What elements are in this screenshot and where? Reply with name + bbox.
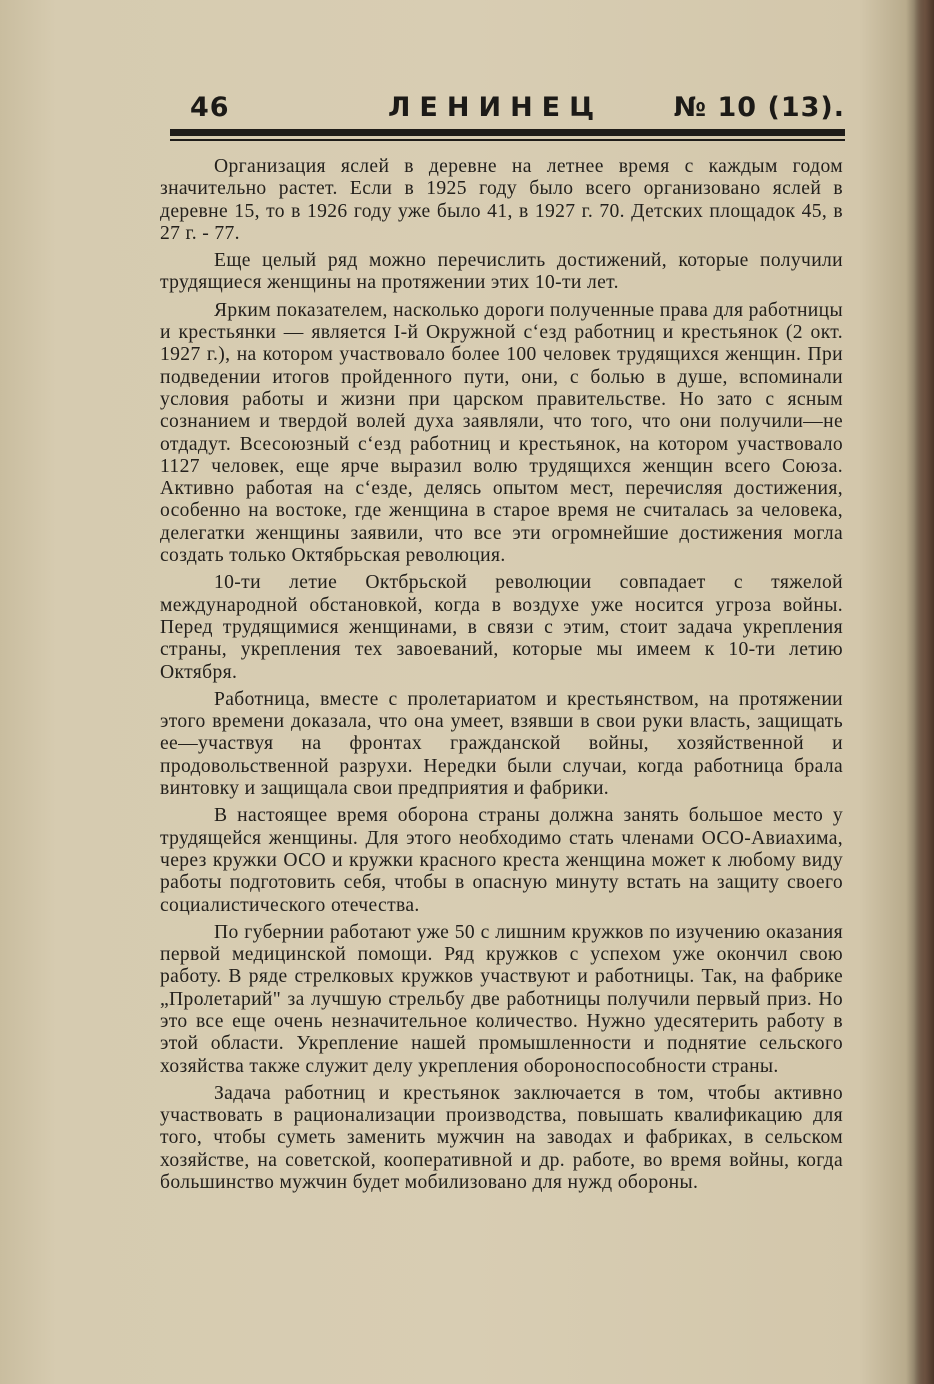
header-rule-thick [170,129,845,136]
journal-title: ЛЕНИНЕЦ [388,92,604,123]
paragraph: В настоящее время оборона страны должна занять большое место у трудящейся женщины. Для этого необходимо стать членами ОСО-Авиахима, через кружки ОСО и кружки красного креста женщина может к любому виду работы подготовить себя, чтобы в опасную минуту встать на защиту своего социалистического отечества. [160,805,843,916]
paragraph: Организация яслей в деревне на летнее время с каждым годом значительно растет. Если в 1925 году было всего организовано яслей в деревне 15, то в 1926 году уже было 41, в 1927 г. 70. Детских площадок 45, в 27 г. - 77. [160,156,843,244]
paragraph: Работница, вместе с пролетариатом и крестьянством, на протяжении этого времени доказала, что она умеет, взявши в свои руки власть, защищать ее—участвуя на фронтах гражданской войны, хозяйственной и продовольственной разрухи. Нередки были случаи, когда работница брала винтовку и защищала свои предприятия и фабрики. [160,688,843,800]
article-body [160,156,843,1194]
book-spine-shadow [914,0,934,1384]
paragraph: Ярким показателем, насколько дороги полученные права для работницы и крестьянки — является I-й Окружной сʻезд работниц и крестьянок (2 окт. 1927 г.), на котором участвовало более 100 человек трудящихся женщин. При подведении итогов пройденного пути, они, с болью в душе, вспоминали условия работы и жизни при царском правительстве. Но зато с ясным сознанием и твердой волей духа заявляли, что того, что они получили—не отдадут. Всесоюзный сʻезд работниц и крестьянок, на котором участвовало 1127 человек, еще ярче выразил волю трудящихся женщин всего Союза. Активно работая на сʻезде, делясь опытом мест, перечисляя достижения, особенно на востоке, где женщина в старое время не считалась за человека, делегатки женщины заявили, что все эти огромнейшие достижения могла создать только Октябрьская революция. [160,299,843,567]
running-header [190,86,845,130]
paragraph: Задача работниц и крестьянок заключается в том, чтобы активно участвовать в рационализации производства, повышать квалификацию для того, чтобы суметь заменить мужчин на заводах и фабриках, в сельском хозяйстве, на советской, кооперативной и др. работе, во время войны, когда большинство мужчин будет мобилизовано для нужд обороны. [160,1082,843,1194]
header-rule-thin [170,139,845,141]
page-number: 46 [190,92,230,123]
paragraph: 10-ти летие Октбрьской революции совпадает с тяжелой международной обстановкой, когда в воздухе уже носится угроза войны. Перед трудящимися женщинами, в связи с этим, стоит задача укрепления страны, укрепления тех завоеваний, которые мы имеем к 10-ти летию Октября. [160,572,843,683]
paragraph: По губернии работают уже 50 с лишним кружков по изучению оказания первой медицинской помощи. Ряд кружков с успехом уже окончил свою работу. В ряде стрелковых кружков участвуют и работницы. Так, на фабрике „Пролетарий" за лучшую стрельбу две работницы получили первый приз. Но это все еще очень незначительное количество. Нужно удесятерить работу в этой области. Укрепление нашей промышленности и поднятие сельского хозяйства также служит делу укрепления обороноспособности страны. [160,921,843,1077]
paragraph: Еще целый ряд можно перечислить достижений, которые получили трудящиеся женщины на протяжении этих 10-ти лет. [160,250,843,294]
issue-number: № 10 (13). [673,92,845,123]
